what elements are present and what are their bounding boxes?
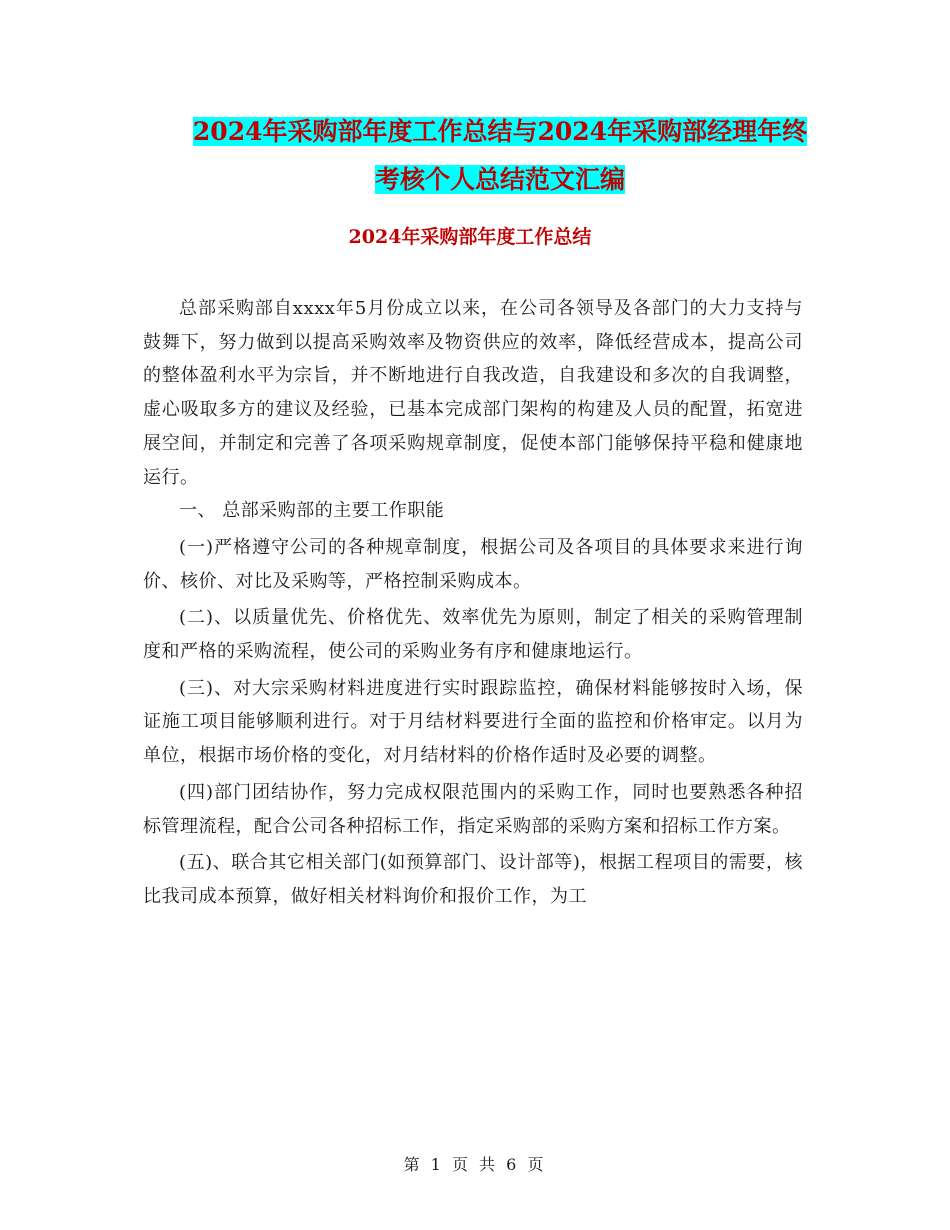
page-number-footer: 第 1 页 共 6 页 xyxy=(403,1155,547,1174)
paragraph-intro: 总部采购部自xxxx年5月份成立以来，在公司各领导及各部门的大力支持与鼓舞下，努力做到以提高采购效率及物资供应的效率，降低经营成本，提高公司的整体盈利水平为宗旨，并不断地进行自我改造，自我建设和多次的自我调整，虚心吸取多方的建议及经验，已基本完成部门架构的构建及人员的配置，拓宽进展空间，并制定和完善了各项采购规章制度，促使本部门能够保持平稳和健康地运行。 xyxy=(143,298,803,488)
paragraph-duty-5: (五)、联合其它相关部门(如预算部门、设计部等)，根据工程项目的需要，核比我司成本预算，做好相关材料询价和报价工作，为工 xyxy=(143,852,803,907)
paragraph-duty-1: (一)严格遵守公司的各种规章制度，根据公司及各项目的具体要求来进行询价、核价、对比及采购等，严格控制采购成本。 xyxy=(143,536,803,592)
document-title xyxy=(140,108,860,204)
document-title-line-1: 2024年采购部年度工作总结与2024年采购部经理年终 xyxy=(192,117,808,146)
document-body xyxy=(143,292,803,914)
document-title-line-2: 考核个人总结范文汇编 xyxy=(374,165,625,194)
heading-main-duties: 一、 总部采购部的主要工作职能 xyxy=(179,500,445,522)
paragraph-duty-2: (二)、以质量优先、价格优先、效率优先为原则，制定了相关的采购管理制度和严格的采购流程，使公司的采购业务有序和健康地运行。 xyxy=(143,607,803,663)
paragraph-duty-3: (三)、对大宗采购材料进度进行实时跟踪监控，确保材料能够按时入场，保证施工项目能够顺利进行。对于月结材料要进行全面的监控和价格审定。以月为单位，根据市场价格的变化，对月结材料的价格作适时及必要的调整。 xyxy=(143,677,803,767)
paragraph-duty-4: (四)部门团结协作，努力完成权限范围内的采购工作，同时也要熟悉各种招标管理流程，配合公司各种招标工作，指定采购部的采购方案和招标工作方案。 xyxy=(143,781,803,837)
section-title: 2024年采购部年度工作总结 xyxy=(348,226,592,248)
